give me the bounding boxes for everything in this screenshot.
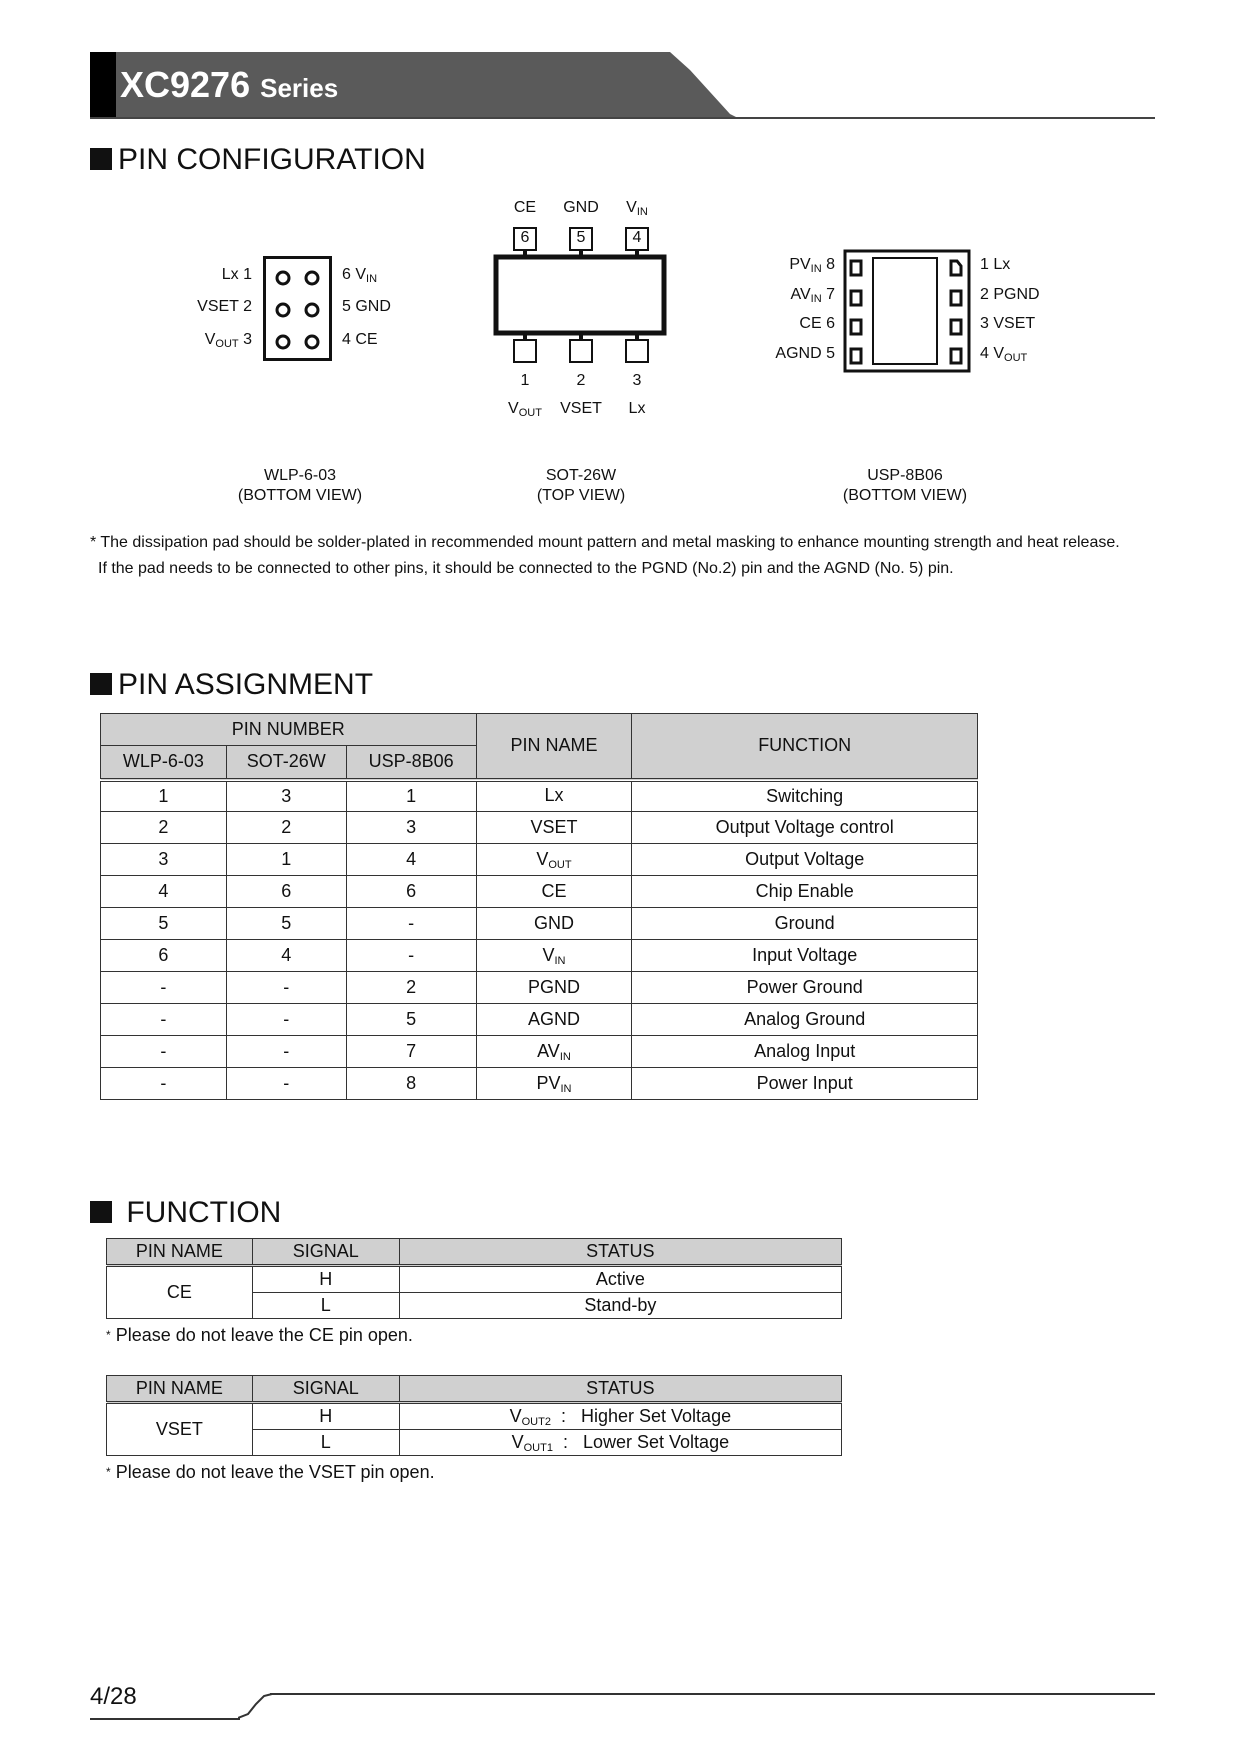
pin-name-cell: $PV_{IN}$ — [476, 1068, 632, 1100]
wlp-pin-cell: 6 — [101, 940, 227, 972]
pin-name-cell: $AV_{IN}$ — [476, 1036, 632, 1068]
header-status: STATUS — [399, 1376, 841, 1403]
wlp-pin-cell: - — [101, 1036, 227, 1068]
sot-pin-cell: - — [226, 1036, 346, 1068]
signal-cell: H — [252, 1266, 399, 1293]
pin-name-cell: PGND — [476, 972, 632, 1004]
footer-slant — [238, 1690, 274, 1720]
usp-pin-cell: 8 — [346, 1068, 476, 1100]
function-cell: Chip Enable — [632, 876, 978, 908]
usp-pin-label: 2 PGND — [980, 286, 1040, 303]
wlp-pin-cell: - — [101, 1068, 227, 1100]
status-cell: $V_{OUT1}$ : Lower Set Voltage — [399, 1430, 841, 1456]
sot-pin-label: $V_{OUT}$ — [508, 400, 542, 419]
signal-cell: L — [252, 1430, 399, 1456]
pin-name-cell: VSET — [107, 1403, 253, 1456]
wlp-pin-label: Lx 1 — [221, 266, 252, 283]
usp-pin-cell: 6 — [346, 876, 476, 908]
table-row — [101, 844, 978, 876]
table-row — [101, 908, 978, 940]
wlp-pin-cell: - — [101, 1004, 227, 1036]
header-slant — [640, 52, 760, 120]
sot-pin-label: Lx — [628, 400, 646, 417]
header-pin-name: PIN NAME — [107, 1376, 253, 1403]
usp-pin-cell: 7 — [346, 1036, 476, 1068]
usp-pin-cell: - — [346, 908, 476, 940]
section-title-pin-assignment: PIN ASSIGNMENT — [90, 668, 373, 702]
wlp-pin-label: 6 $V_{IN}$ — [342, 266, 378, 285]
sot-pin-cell: 2 — [226, 812, 346, 844]
table-row — [101, 780, 978, 812]
wlp-pin-label: $V_{OUT}$ 3 — [204, 331, 252, 350]
pin-assignment-table — [100, 713, 978, 1100]
footer-rule-right — [270, 1693, 1155, 1695]
function-cell: Power Ground — [632, 972, 978, 1004]
sot-pin-cell: - — [226, 972, 346, 1004]
function-cell: Analog Ground — [632, 1004, 978, 1036]
usp-pin-label: $AV_{IN}$ 7 — [790, 286, 835, 305]
wlp-pin-cell: 5 — [101, 908, 227, 940]
usp-pin-cell: - — [346, 940, 476, 972]
usp-body-outline — [843, 249, 971, 373]
function-cell: Input Voltage — [632, 940, 978, 972]
function-table-ce — [106, 1238, 842, 1319]
usp-pin-label: $PV_{IN}$ 8 — [789, 256, 835, 275]
sot-pin-cell: - — [226, 1004, 346, 1036]
sot-pin-cell: - — [226, 1068, 346, 1100]
header-status: STATUS — [399, 1239, 841, 1266]
header-signal: SIGNAL — [252, 1239, 399, 1266]
pin-name-cell: AGND — [476, 1004, 632, 1036]
sot-pin-number: 2 — [576, 372, 586, 389]
table-row — [101, 1068, 978, 1100]
pin-name-cell: VSET — [476, 812, 632, 844]
header-usp: USP-8B06 — [346, 746, 476, 780]
sot-package-view: (TOP VIEW) — [536, 487, 626, 504]
page-number: 4/28 — [90, 1683, 137, 1710]
pin-name-cell: $V_{OUT}$ — [476, 844, 632, 876]
ce-open-note: * Please do not leave the CE pin open. — [106, 1325, 413, 1345]
function-table-vset — [106, 1375, 842, 1456]
sot-pin-label: $V_{IN}$ — [626, 199, 648, 218]
table-row — [101, 940, 978, 972]
header-pin-number: PIN NUMBER — [101, 714, 477, 746]
doc-title: XC9276 Series — [120, 64, 339, 105]
wlp-pin-cell: 2 — [101, 812, 227, 844]
sot-package-name: SOT-26W — [545, 467, 617, 484]
dissipation-pad-note: * The dissipation pad should be solder-plated in recommended mount pattern and metal masking to enhance mounting strength and heat release. — [90, 534, 1120, 551]
usp-pin-label: 3 VSET — [980, 315, 1036, 332]
status-cell: Active — [399, 1266, 841, 1293]
usp-pin-cell: 2 — [346, 972, 476, 1004]
table-row — [101, 876, 978, 908]
sot-pin-number: 5 — [576, 229, 586, 246]
sot-pin-label: CE — [513, 199, 537, 216]
dissipation-pad-note-continued: If the pad needs to be connected to other pins, it should be connected to the PGND (No.2) pin and the AGND (No. 5) pin. — [98, 560, 954, 577]
sot-pin-cell: 3 — [226, 780, 346, 812]
usp-pin-label: 4 $V_{OUT}$ — [980, 345, 1028, 364]
header-accent — [90, 52, 116, 119]
pin-name-cell: CE — [107, 1266, 253, 1319]
sot-pin-number: 1 — [520, 372, 530, 389]
usp-pin-label: 1 Lx — [980, 256, 1011, 273]
pin-name-cell: CE — [476, 876, 632, 908]
square-bullet-icon — [90, 1201, 112, 1223]
usp-package-view: (BOTTOM VIEW) — [842, 487, 968, 504]
function-cell: Ground — [632, 908, 978, 940]
status-cell: Stand-by — [399, 1293, 841, 1319]
square-bullet-icon — [90, 148, 112, 170]
header-pin-name: PIN NAME — [476, 714, 632, 780]
header-rule — [90, 117, 1155, 119]
wlp-pin-label: 4 CE — [342, 331, 378, 348]
function-cell: Output Voltage control — [632, 812, 978, 844]
function-cell: Output Voltage — [632, 844, 978, 876]
usp-pin-cell: 1 — [346, 780, 476, 812]
vset-open-note: * Please do not leave the VSET pin open. — [106, 1462, 435, 1482]
header-wlp: WLP-6-03 — [101, 746, 227, 780]
sot-pin-cell: 6 — [226, 876, 346, 908]
header-pin-name: PIN NAME — [107, 1239, 253, 1266]
wlp-pin-label: VSET 2 — [197, 298, 252, 315]
sot-pin-number: 4 — [632, 229, 642, 246]
square-bullet-icon — [90, 673, 112, 695]
footer-rule — [90, 1718, 240, 1720]
signal-cell: H — [252, 1403, 399, 1430]
wlp-pin-cell: - — [101, 972, 227, 1004]
header-signal: SIGNAL — [252, 1376, 399, 1403]
table-row — [101, 1036, 978, 1068]
wlp-pin-label: 5 GND — [342, 298, 391, 315]
header-sot: SOT-26W — [226, 746, 346, 780]
pin-name-cell: Lx — [476, 780, 632, 812]
sot-pin-cell: 5 — [226, 908, 346, 940]
sot-pin-number: 6 — [520, 229, 530, 246]
usp-pin-label: AGND 5 — [775, 345, 835, 362]
pin-name-cell: GND — [476, 908, 632, 940]
sot-pin-label: VSET — [560, 400, 602, 417]
status-cell: $V_{OUT2}$ : Higher Set Voltage — [399, 1403, 841, 1430]
signal-cell: L — [252, 1293, 399, 1319]
sot-pin-label: GND — [563, 199, 599, 216]
sot-pin-cell: 1 — [226, 844, 346, 876]
usp-pin-cell: 4 — [346, 844, 476, 876]
section-title-pin-configuration: PIN CONFIGURATION — [90, 143, 426, 177]
wlp-body-outline — [263, 256, 333, 362]
usp-pin-cell: 5 — [346, 1004, 476, 1036]
section-title-function: FUNCTION — [90, 1196, 281, 1230]
usp-pin-label: CE 6 — [799, 315, 835, 332]
wlp-package-name: WLP-6-03 — [263, 467, 337, 484]
usp-package-name: USP-8B06 — [867, 467, 943, 484]
pin-name-cell: $V_{IN}$ — [476, 940, 632, 972]
wlp-package-view: (BOTTOM VIEW) — [237, 487, 363, 504]
usp-pin-cell: 3 — [346, 812, 476, 844]
table-row — [101, 1004, 978, 1036]
function-cell: Analog Input — [632, 1036, 978, 1068]
sot-pin-number: 3 — [632, 372, 642, 389]
header-function: FUNCTION — [632, 714, 978, 780]
table-row — [101, 972, 978, 1004]
wlp-pin-cell: 1 — [101, 780, 227, 812]
function-cell: Switching — [632, 780, 978, 812]
wlp-pin-cell: 4 — [101, 876, 227, 908]
sot-pin-cell: 4 — [226, 940, 346, 972]
wlp-pin-cell: 3 — [101, 844, 227, 876]
table-row — [101, 812, 978, 844]
function-cell: Power Input — [632, 1068, 978, 1100]
